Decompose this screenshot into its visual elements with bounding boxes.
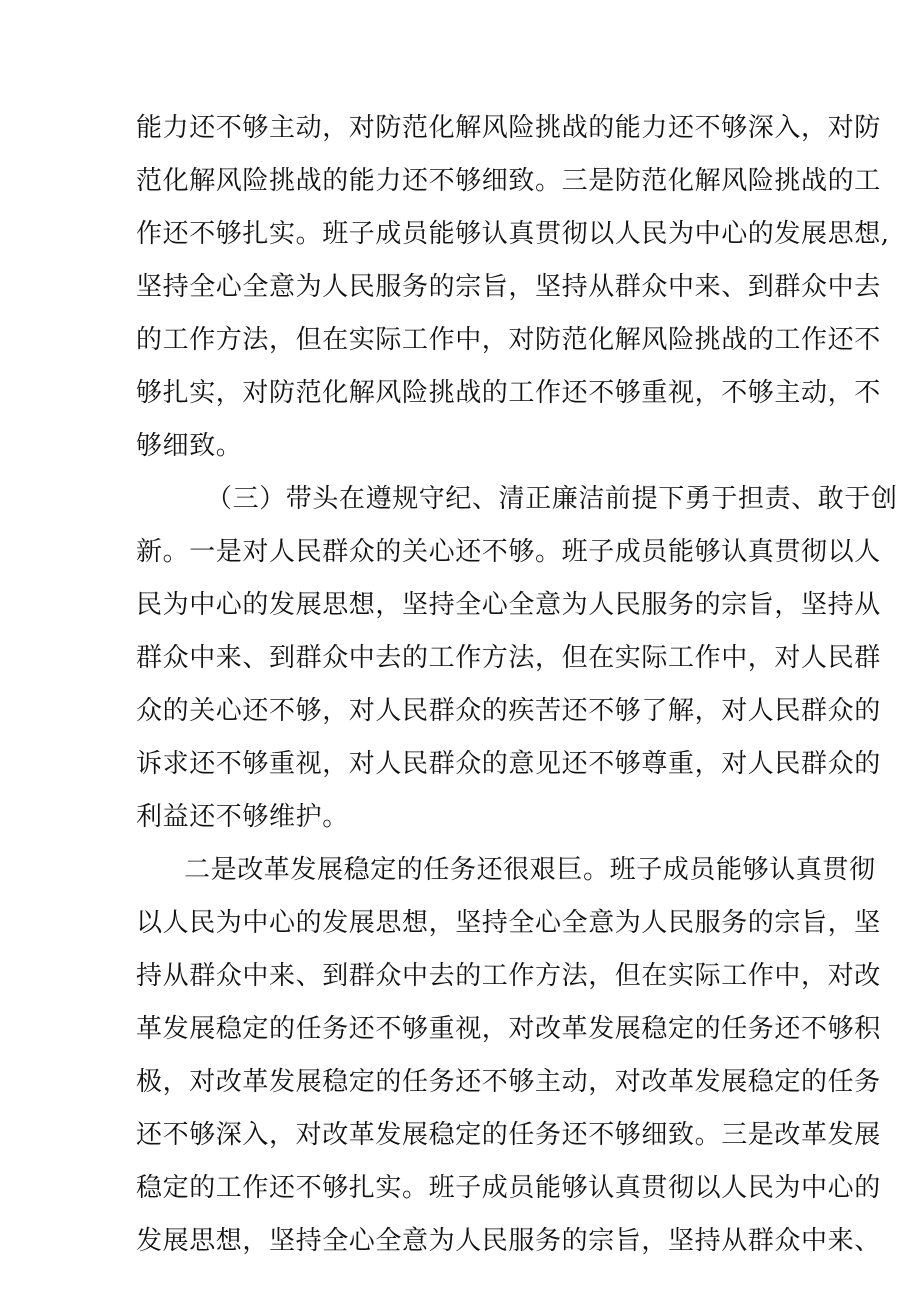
text-line: 能力还不够主动，对防范化解风险挑战的能力还不够深入，对防 <box>136 113 881 143</box>
text-line: 极，对改革发展稳定的任务还不够主动，对改革发展稳定的任务 <box>136 1067 881 1097</box>
text-line: 作还不够扎实。班子成员能够认真贯彻以人民为中心的发展思想, <box>136 219 890 249</box>
text-line: 坚持全心全意为人民服务的宗旨，坚持从群众中来、到群众中去 <box>136 272 881 302</box>
text-line: 利益还不够维护。 <box>136 802 349 832</box>
text-line: 诉求还不够重视，对人民群众的意见还不够尊重，对人民群众的 <box>136 749 881 779</box>
text-line: 的工作方法，但在实际工作中，对防范化解风险挑战的工作还不 <box>136 325 881 355</box>
text-line: 还不够深入，对改革发展稳定的任务还不够细致。三是改革发展 <box>136 1120 881 1150</box>
text-line: 众的关心还不够，对人民群众的疾苦还不够了解，对人民群众的 <box>136 696 881 726</box>
section-heading-line: （三）带头在遵规守纪、清正廉洁前提下勇于担责、敢于创 <box>206 484 898 514</box>
text-line: 发展思想，坚持全心全意为人民服务的宗旨，坚持从群众中来、 <box>136 1226 881 1256</box>
text-line: 持从群众中来、到群众中去的工作方法，但在实际工作中，对改 <box>136 961 881 991</box>
text-line: 范化解风险挑战的能力还不够细致。三是防范化解风险挑战的工 <box>136 166 881 196</box>
text-line: 民为中心的发展思想，坚持全心全意为人民服务的宗旨，坚持从 <box>136 590 881 620</box>
text-line: 够细致。 <box>136 431 243 461</box>
paragraph-start-line: 二是改革发展稳定的任务还很艰巨。班子成员能够认真贯彻 <box>184 855 876 885</box>
text-line: 以人民为中心的发展思想，坚持全心全意为人民服务的宗旨，坚 <box>136 908 881 938</box>
text-line: 稳定的工作还不够扎实。班子成员能够认真贯彻以人民为中心的 <box>136 1173 881 1203</box>
text-line: 够扎实，对防范化解风险挑战的工作还不够重视，不够主动，不 <box>136 378 881 408</box>
text-line: 新。一是对人民群众的关心还不够。班子成员能够认真贯彻以人 <box>136 537 881 567</box>
text-line: 群众中来、到群众中去的工作方法，但在实际工作中，对人民群 <box>136 643 881 673</box>
text-line: 革发展稳定的任务还不够重视，对改革发展稳定的任务还不够积 <box>136 1014 881 1044</box>
